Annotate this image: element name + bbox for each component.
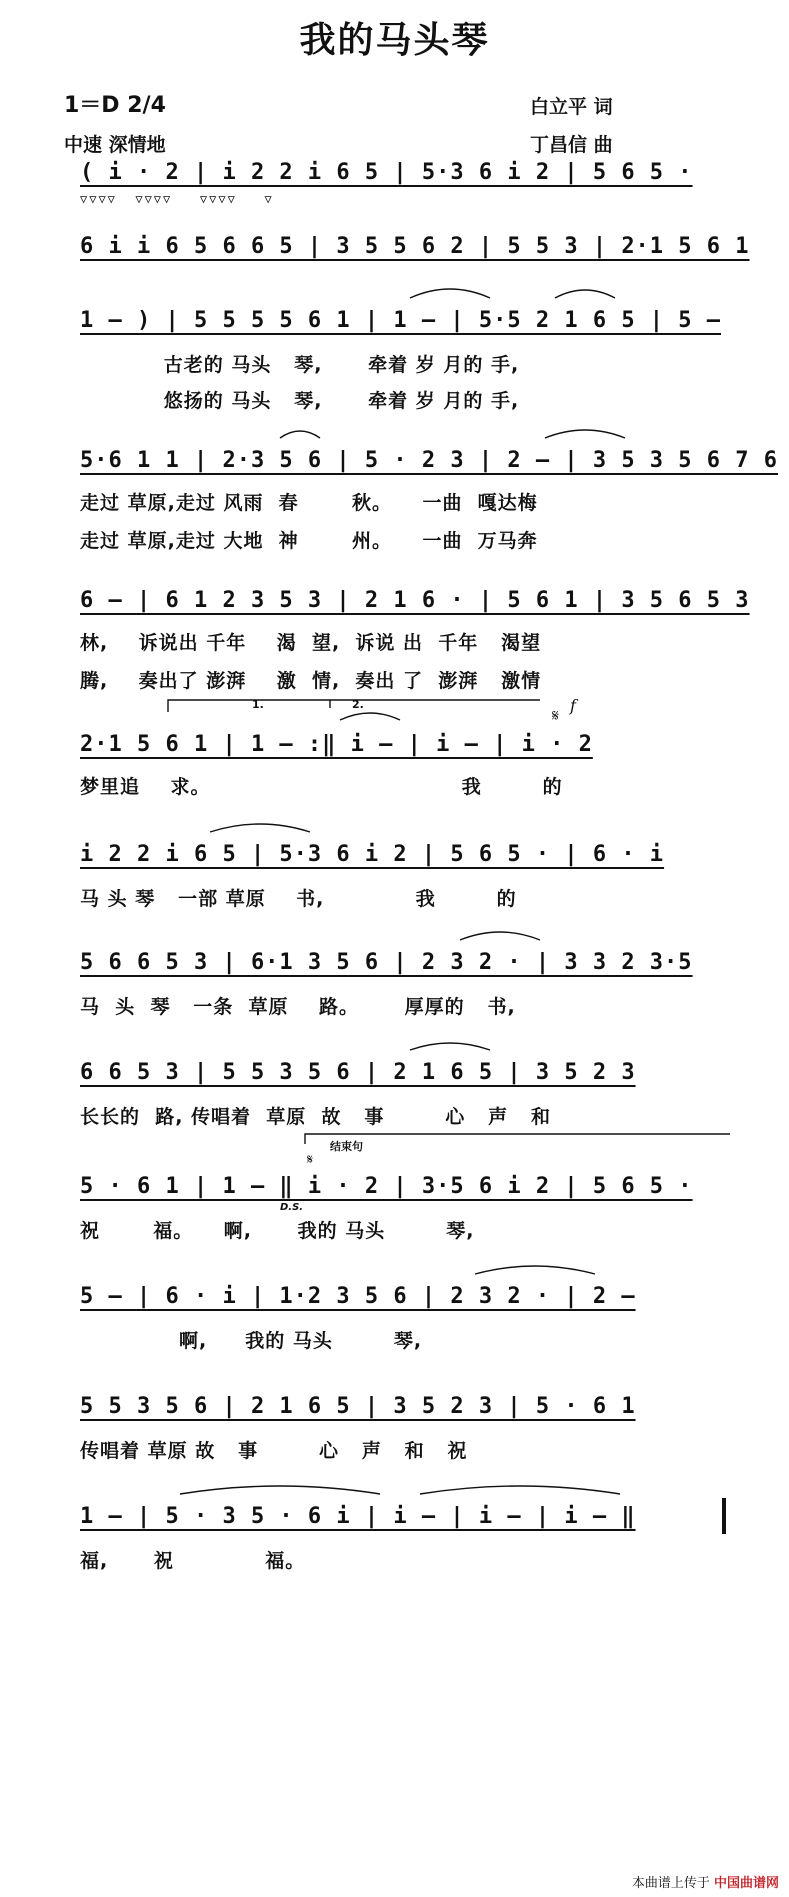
lyric-verse-1: 马 头 琴 一部 草原 书, 我 的: [80, 888, 517, 910]
notation-line: 6 – | 6 1 2 3 5 3 | 2 1 6 · | 5 6 1 | 3 5 6 5 3: [80, 587, 750, 613]
lyric-verse-1: 祝 福。 啊, 我的 马头 琴,: [80, 1220, 475, 1242]
score-row-10: [0, 1140, 789, 1242]
notation-line: 5·6 1 1 | 2·3 5 6 | 5 · 2 3 | 2 – | 3 5 3 5 6 7 6: [80, 447, 779, 473]
site-logo[interactable]: 中国曲谱网: [713, 1876, 779, 1891]
score-row-12: [0, 1382, 789, 1462]
lyric-verse-1: 传唱着 草原 故 事 心 声 和 祝: [80, 1440, 468, 1462]
lyric-verse-1: 马 头 琴 一条 草原 路。 厚厚的 书,: [80, 996, 516, 1018]
notation-line: 1 – ) | 5 5 5 5 6 1 | 1 – | 5·5 2 1 6 5 | 5 –: [80, 307, 722, 333]
forte-mark: f: [570, 696, 576, 715]
coda-bracket: [305, 1134, 730, 1144]
final-barline: [722, 1498, 726, 1534]
tempo-marking: 中速 深情地: [64, 134, 166, 156]
notation-line: 1 – | 5 · 3 5 · 6 i | i – | i – | i – ‖: [80, 1503, 636, 1529]
footer-text: 本曲谱上传于: [631, 1876, 710, 1891]
notation-line: 2·1 5 6 1 | 1 – :‖ i – | i – | i · 2: [80, 731, 593, 757]
composer-credit: 丁昌信 曲: [530, 134, 613, 156]
score-row-8: [0, 938, 789, 1018]
score-row-3: [0, 296, 789, 412]
key-signature: 1＝D 2/4: [64, 93, 166, 118]
lyric-verse-1: 啊, 我的 马头 琴,: [80, 1330, 423, 1352]
lyric-verse-1: 梦里追 求。 我 的: [80, 776, 563, 798]
notation-line: 6 i i 6 5 6 6 5 | 3 5 5 6 2 | 5 5 3 | 2·1 5 6 1: [80, 233, 750, 259]
lyric-verse-1: 古老的 马头 琴, 牵着 岁 月的 手,: [80, 354, 520, 376]
lyric-verse-1: 走过 草原,走过 风雨 春 秋。 一曲 嘎达梅: [80, 492, 538, 514]
accent-marks: ▽▽▽▽ ▽▽▽▽ ▽▽▽▽ ▽: [80, 192, 274, 206]
score-row-9: [0, 1048, 789, 1128]
volta-1-label: 1.: [252, 698, 264, 711]
coda-label: 结束句: [330, 1140, 363, 1153]
lyric-verse-1: 福, 祝 福。: [80, 1550, 306, 1572]
page-title: 我的马头琴: [299, 19, 490, 61]
lyric-verse-1: 林, 诉说出 千年 渴 望, 诉说 出 千年 渴望: [80, 632, 542, 654]
lyric-verse-1: 长长的 路, 传唱着 草原 故 事 心 声 和: [80, 1106, 551, 1128]
notation-line: 5 · 6 1 | 1 – ‖ i · 2 | 3·5 6 i 2 | 5 6 5 ·: [80, 1173, 693, 1199]
notation-line: 5 6 6 5 3 | 6·1 3 5 6 | 2 3 2 · | 3 3 2 3·5: [80, 949, 693, 975]
score-row-7: [0, 830, 789, 910]
notation-line: ( i · 2 | i 2 2 i 6 5 | 5·3 6 i 2 | 5 6 5 ·: [80, 159, 693, 185]
score-row-5: [0, 576, 789, 692]
notation-line: 5 5 3 5 6 | 2 1 6 5 | 3 5 2 3 | 5 · 6 1: [80, 1393, 636, 1419]
score-row-11: [0, 1272, 789, 1352]
segno-sign: 𝄋: [552, 706, 559, 725]
notation-line: 5 – | 6 · i | 1·2 3 5 6 | 2 3 2 · | 2 –: [80, 1283, 636, 1309]
segno-sign: 𝄋: [307, 1152, 314, 1168]
lyric-verse-2: 悠扬的 马头 琴, 牵着 岁 月的 手,: [80, 390, 520, 412]
footer-credit: [632, 1872, 779, 1891]
score-row-1: [0, 148, 789, 185]
score-row-4: [0, 436, 789, 552]
score-row-13: [0, 1492, 789, 1572]
lyricist-credit: 白立平 词: [530, 96, 613, 118]
lyric-verse-2: 走过 草原,走过 大地 神 州。 一曲 万马奔: [80, 530, 538, 552]
notation-line: 6 6 5 3 | 5 5 3 5 6 | 2 1 6 5 | 3 5 2 3: [80, 1059, 636, 1085]
dal-segno-mark: D.S.: [280, 1202, 304, 1213]
score-row-6: [0, 696, 789, 798]
volta-2-label: 2.: [352, 698, 364, 711]
lyric-verse-2: 腾, 奏出了 澎湃 激 情, 奏出 了 澎湃 激情: [80, 670, 542, 692]
notation-line: i 2 2 i 6 5 | 5·3 6 i 2 | 5 6 5 · | 6 · i: [80, 841, 665, 867]
score-row-2: [0, 192, 789, 259]
volta-bracket-1: [168, 700, 330, 712]
